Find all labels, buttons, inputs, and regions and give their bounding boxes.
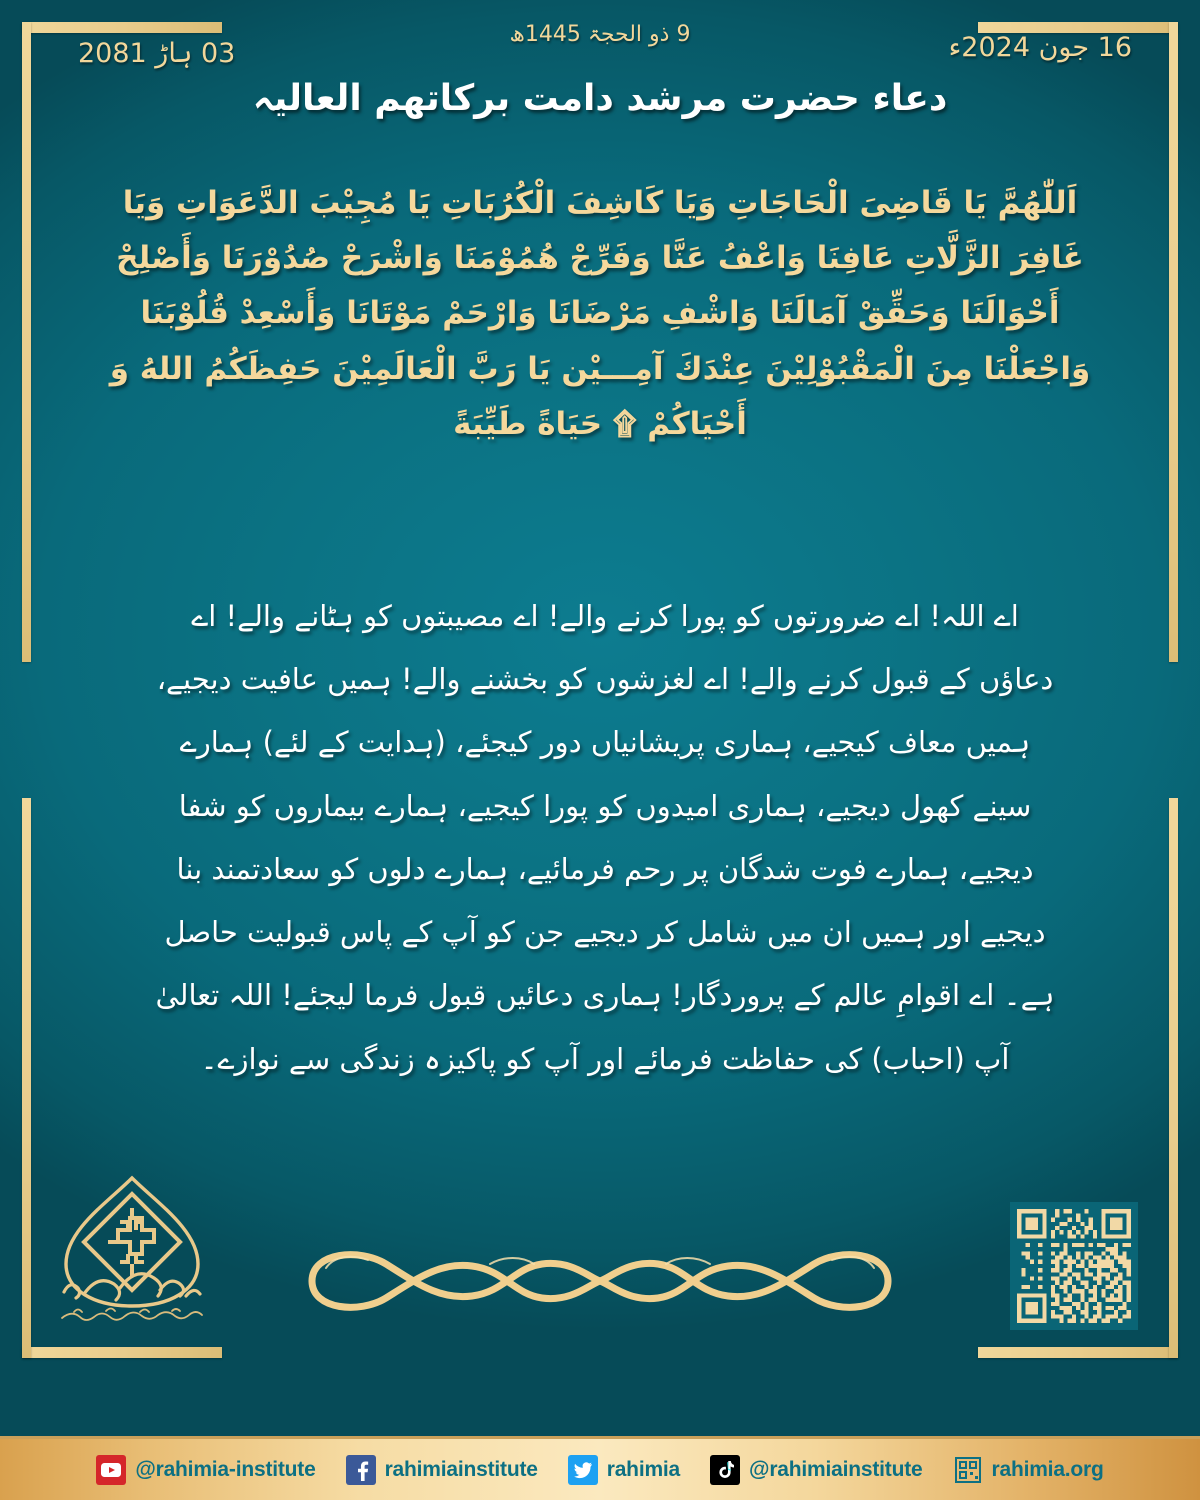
- social-link-youtube[interactable]: [96, 1455, 315, 1485]
- social-handle-youtube: @rahimia-institute: [135, 1457, 316, 1481]
- social-handle-website: rahimia.org: [991, 1457, 1104, 1481]
- qr-code[interactable]: [1010, 1202, 1138, 1330]
- frame-bar-horizontal: [978, 1347, 1178, 1358]
- date-desi: 03 ہاڑ 2081: [78, 38, 236, 69]
- arabic-dua-text: اَللّٰهُمَّ يَا قَاضِىَ الْحَاجَاتِ وَيَا كَاشِفَ الْكُرُبَاتِ يَا مُجِيْبَ الدَّعَوَاتِ وَيَا غَافِرَ الزَّلَّاتِ عَافِنَا وَاعْفُ عَنَّا وَفَرِّجْ هُمُوْمَنَا وَاشْرَحْ صُدُوْرَنَا وَأَصْلِحْ أَحْوَالَنَا وَحَقِّقْ آمَالَنَا وَاشْفِ مَرْضَانَا وَارْحَمْ مَوْتَانَا وَأَسْعِدْ قُلُوْبَنَا وَاجْعَلْنَا مِنَ الْمَقْبُوْلِيْنَ عِنْدَكَ آمِـــيْن يَا رَبَّ الْعَالَمِيْنَ حَفِظَكُمُ اللهُ وَ أَحْيَاكُمْ ۩ حَيَاةً طَيِّبَةً: [109, 185, 1091, 442]
- urdu-translation-text: اے اللہ! اے ضرورتوں کو پورا کرنے والے! اے مصیبتوں کو ہٹانے والے! اے دعاؤں کے قبول کرنے والے! اے لغزشوں کو بخشنے والے! ہمیں عافیت دیجیے، ہمیں معاف کیجیے، ہماری پریشانیاں دور کیجئے، (ہدایت کے لئے) ہمارے سینے کھول دیجیے، ہماری امیدوں کو پورا کیجیے، ہمارے بیماروں کو شفا دیجیے، ہمارے فوت شدگان پر رحم فرمائیے، ہمارے دلوں کو سعادتمند بنا دیجیے اور ہمیں ان میں شامل کر دیجیے جن کو آپ کے پاس قبولیت حاصل ہے۔ اے اقوامِ عالم کے پروردگار! ہماری دعائیں قبول فرما لیجئے! اللہ تعالیٰ آپ (احباب) کی حفاظت فرمائے اور آپ کو پاکیزہ زندگی سے نوازے۔: [155, 599, 1055, 1076]
- social-handle-twitter: rahimia: [606, 1457, 681, 1481]
- social-link-tiktok[interactable]: [710, 1455, 922, 1485]
- youtube-icon: [96, 1455, 126, 1485]
- footer-social-bar: [0, 1436, 1200, 1500]
- twitter-icon: [568, 1455, 598, 1485]
- frame-bar-horizontal: [22, 1347, 222, 1358]
- date-hijri: 9 ذو الحجۃ 1445ھ: [509, 22, 691, 47]
- page-title: دعاء حضرت مرشد دامت برکاتهم العالیہ: [252, 78, 948, 119]
- rahimia-logo: [48, 1172, 216, 1332]
- social-link-facebook[interactable]: [346, 1455, 538, 1485]
- tiktok-icon: [710, 1455, 740, 1485]
- social-link-twitter[interactable]: [568, 1455, 680, 1485]
- decorative-flourish-ornament: [290, 1238, 910, 1324]
- social-handle-facebook: rahimiainstitute: [384, 1457, 538, 1481]
- website-icon: [953, 1455, 983, 1485]
- social-link-website[interactable]: [953, 1455, 1104, 1485]
- social-handle-tiktok: @rahimiainstitute: [749, 1457, 923, 1481]
- facebook-icon: [346, 1455, 376, 1485]
- frame-bar-vertical: [22, 798, 31, 1358]
- frame-bar-horizontal: [22, 22, 222, 33]
- date-gregorian: 16 جون 2024ء: [948, 32, 1132, 63]
- frame-bar-vertical: [1169, 798, 1178, 1358]
